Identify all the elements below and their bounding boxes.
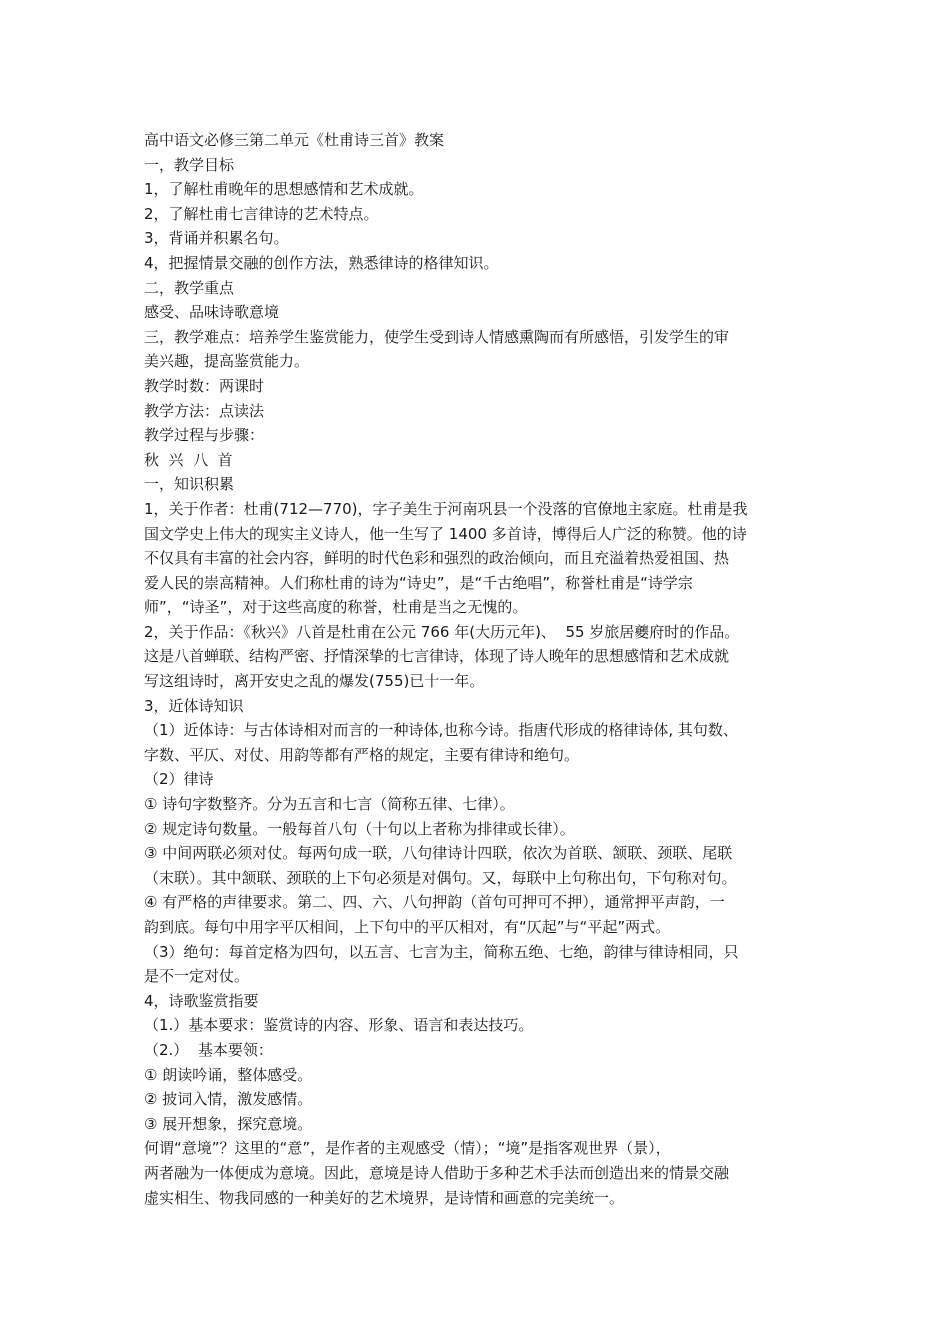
document-title: 高中语文必修三第二单元《杜甫诗三首》教案 bbox=[144, 131, 445, 149]
document-line: 不仅具有丰富的社会内容，鲜明的时代色彩和强烈的政治倾向，而且充溢着热爱祖国、热 bbox=[144, 549, 730, 568]
document-line: 4，诗歌鉴赏指要 bbox=[144, 991, 259, 1010]
document-line: 写这组诗时，离开安史之乱的爆发(755)已十一年。 bbox=[144, 672, 485, 691]
document-line: 虚实相生、物我同感的一种美好的艺术境界，是诗情和画意的完美统一。 bbox=[144, 1188, 625, 1207]
document-line: 是不一定对仗。 bbox=[144, 967, 250, 986]
document-line: 两者融为一体便成为意境。因此，意境是诗人借助于多种艺术手法而创造出来的情景交融 bbox=[144, 1163, 730, 1182]
document-line: 教学过程与步骤： bbox=[144, 426, 265, 445]
document-line: 秋 兴 八 首 bbox=[144, 450, 233, 469]
document-line: 2，关于作品：《秋兴》八首是杜甫在公元 766 年(大历元年)、 55 岁旅居夔府时的作品。 bbox=[144, 622, 740, 641]
document-line: 三，教学难点：培养学生鉴赏能力，使学生受到诗人情感熏陶而有所感悟，引发学生的审 bbox=[144, 327, 730, 346]
document-line: ③ 展开想象，探究意境。 bbox=[144, 1114, 313, 1133]
document-line: ① 诗句字数整齐。分为五言和七言（简称五律、七律）。 bbox=[144, 795, 515, 814]
document-line: 这是八首蝉联、结构严密、抒情深挚的七言律诗，体现了诗人晚年的思想感情和艺术成就 bbox=[144, 647, 730, 666]
document-line: ② 规定诗句数量。一般每首八句（十句以上者称为排律或长律）。 bbox=[144, 819, 575, 838]
document-line: 师”，“诗圣”，对于这些高度的称誉，杜甫是当之无愧的。 bbox=[144, 598, 528, 617]
document-line: （3）绝句：每首定格为四句，以五言、七言为主，简称五绝、七绝，韵律与律诗相同，只 bbox=[144, 942, 739, 961]
document-line: 2，了解杜甫七言律诗的艺术特点。 bbox=[144, 204, 379, 223]
document-line: ④ 有严格的声律要求。第二、四、六、八句押韵（首句可押可不押），通常押平声韵，一 bbox=[144, 893, 725, 912]
document-body bbox=[144, 128, 809, 1210]
document-line: （末联）。其中颔联、颈联的上下句必须是对偶句。又，每联中上句称出句，下句称对句。 bbox=[144, 868, 737, 887]
document-line: 爱人民的崇高精神。人们称杜甫的诗为“诗史”，是“千古绝唱”，称誉杜甫是“诗学宗 bbox=[144, 573, 693, 592]
document-line: 4，把握情景交融的创作方法，熟悉律诗的格律知识。 bbox=[144, 253, 499, 272]
document-line: 3，近体诗知识 bbox=[144, 696, 244, 715]
document-line: 1，了解杜甫晚年的思想感情和艺术成就。 bbox=[144, 180, 424, 199]
document-line: ① 朗读吟诵，整体感受。 bbox=[144, 1065, 313, 1084]
document-line: 教学方法：点读法 bbox=[144, 401, 265, 420]
document-line: 3，背诵并积累名句。 bbox=[144, 229, 289, 248]
document-line: 教学时数：两课时 bbox=[144, 376, 265, 395]
document-line: 何谓“意境”？这里的“意”，是作者的主观感受（情）；“境”是指客观世界（景）， bbox=[144, 1139, 671, 1158]
document-line: ③ 中间两联必须对仗。每两句成一联，八句律诗计四联，依次为首联、颔联、颈联、尾联 bbox=[144, 844, 733, 863]
document-line: （1.）基本要求：鉴赏诗的内容、形象、语言和表达技巧。 bbox=[144, 1016, 534, 1035]
document-line: （1）近体诗：与古体诗相对而言的一种诗体,也称今诗。指唐代形成的格律诗体, 其句数、 bbox=[144, 721, 738, 740]
document-line: 感受、品味诗歌意境 bbox=[144, 303, 280, 322]
document-line: 国文学史上伟大的现实主义诗人，他一生写了 1400 多首诗，博得后人广泛的称赞。他的诗 bbox=[144, 524, 747, 543]
document-line: ② 披词入情，激发感情。 bbox=[144, 1090, 313, 1109]
document-line: 1，关于作者：杜甫(712—770)，字子美生于河南巩县一个没落的官僚地主家庭。杜甫是我 bbox=[144, 499, 748, 518]
document-line: 韵到底。每句中用字平仄相间，上下句中的平仄相对，有“仄起”与“平起”两式。 bbox=[144, 918, 671, 936]
document-line: （2）律诗 bbox=[144, 770, 214, 789]
document-line: 一，教学目标 bbox=[144, 155, 235, 174]
document-line: 字数、平仄、对仗、用韵等都有严格的规定，主要有律诗和绝句。 bbox=[144, 745, 580, 764]
document-line: 美兴趣，提高鉴赏能力。 bbox=[144, 352, 310, 371]
document-line: 二，教学重点 bbox=[144, 278, 235, 297]
document-line: 一，知识积累 bbox=[144, 475, 235, 494]
document-line: （2.） 基本要领： bbox=[144, 1040, 273, 1059]
